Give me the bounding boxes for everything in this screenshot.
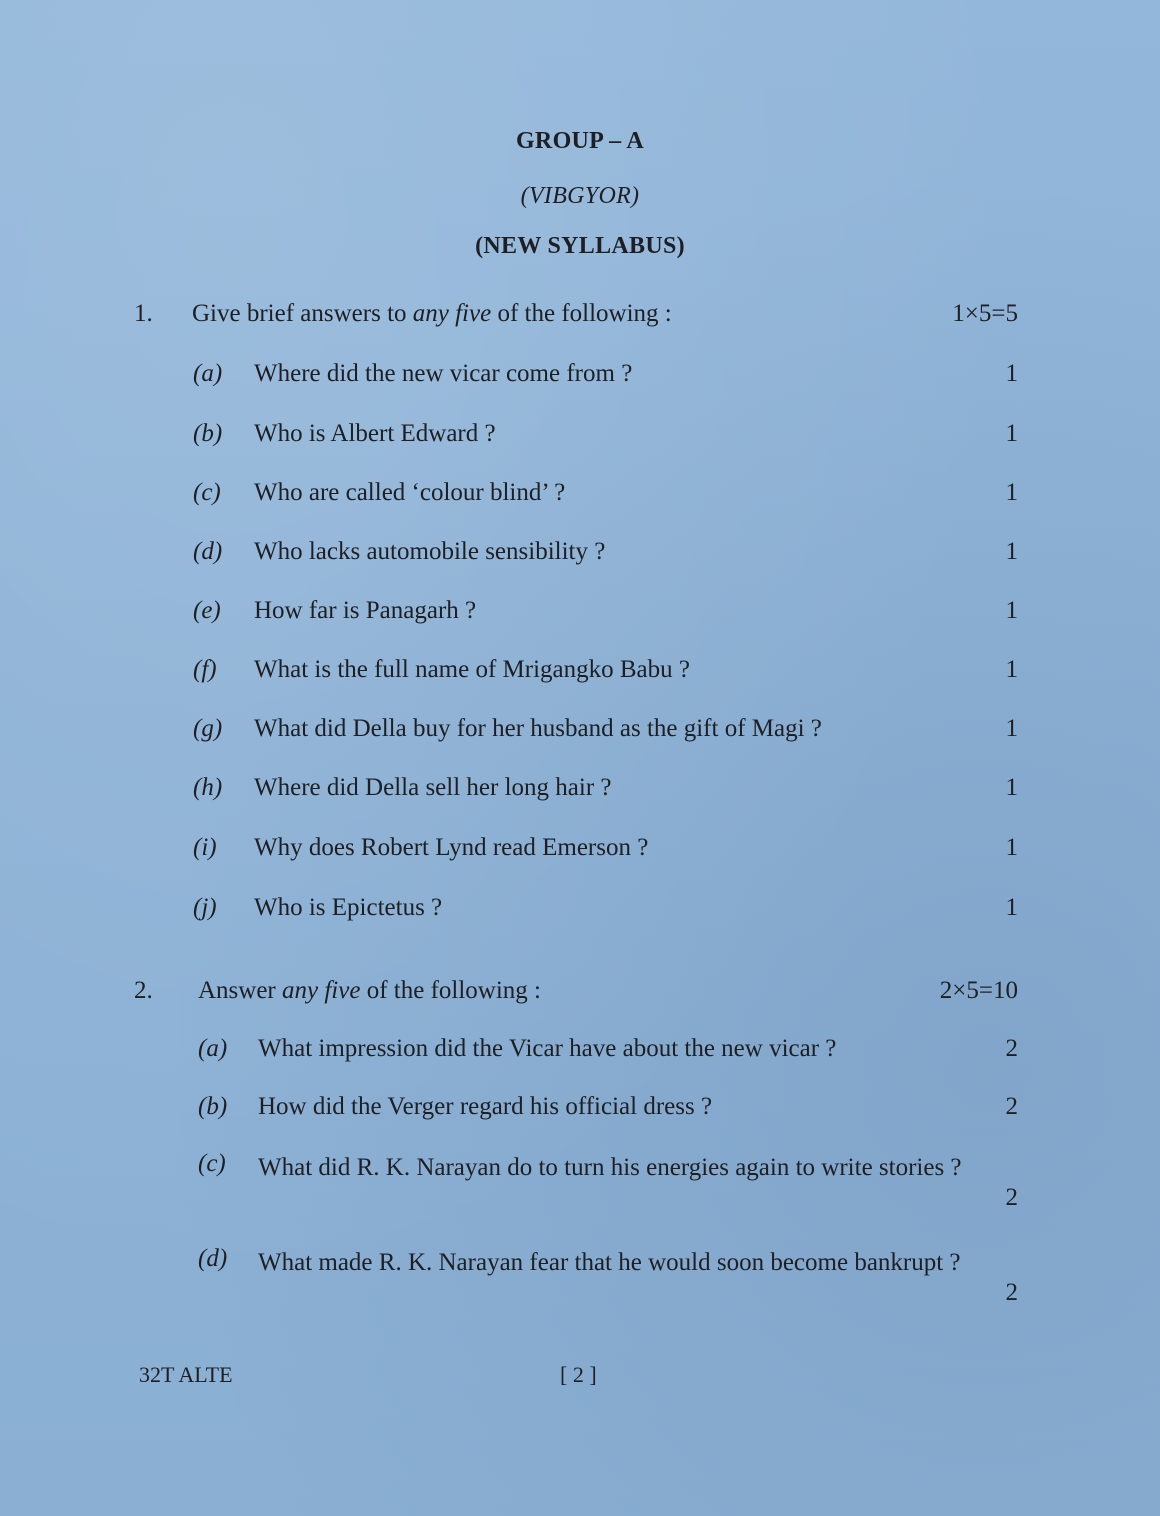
question-marks: 2×5=10	[939, 977, 1018, 1004]
page-number: [ 2 ]	[560, 1362, 597, 1387]
instruction-prefix: Answer	[198, 977, 283, 1004]
question-marks: 1×5=5	[952, 300, 1018, 327]
item-text: What did Della buy for her husband as the gift of Magi ?	[254, 715, 822, 742]
item-marks: 1	[1005, 715, 1018, 742]
question-2-header	[0, 977, 1160, 1017]
item-text: What impression did the Vicar have about the new vicar ?	[258, 1035, 837, 1062]
question-number: 2.	[134, 977, 153, 1004]
item-text: What is the full name of Mrigangko Babu ?	[254, 656, 690, 683]
item-marks: 1	[1005, 774, 1018, 801]
instruction-suffix: of the following :	[491, 300, 672, 327]
group-heading: GROUP – A	[515, 128, 645, 154]
item-label: (e)	[193, 597, 221, 624]
question-instruction	[198, 977, 541, 1005]
item-marks: 1	[1005, 479, 1018, 506]
item-label: (d)	[193, 538, 223, 565]
item-label: (j)	[193, 894, 217, 921]
book-title: (VIBGYOR)	[520, 183, 640, 209]
question-instruction	[192, 300, 672, 328]
item-label: (h)	[193, 774, 223, 801]
item-label: (i)	[193, 834, 217, 861]
item-label: (b)	[198, 1093, 228, 1120]
question-number: 1.	[134, 300, 153, 327]
paper-code: 32T ALTE	[139, 1362, 233, 1387]
item-label: (g)	[193, 715, 223, 742]
item-text: Why does Robert Lynd read Emerson ?	[254, 834, 649, 861]
item-label: (a)	[193, 360, 223, 387]
syllabus-heading: (NEW SYLLABUS)	[475, 233, 685, 259]
instruction-suffix: of the following :	[360, 977, 541, 1004]
item-marks: 1	[1005, 538, 1018, 565]
item-marks: 2	[1005, 1279, 1018, 1306]
item-marks: 2	[1005, 1035, 1018, 1062]
item-marks: 1	[1005, 360, 1018, 387]
item-marks: 2	[1005, 1184, 1018, 1211]
item-marks: 1	[1005, 894, 1018, 921]
item-marks: 1	[1005, 597, 1018, 624]
item-label: (c)	[198, 1150, 226, 1177]
item-marks: 2	[1005, 1093, 1018, 1120]
item-marks: 1	[1005, 420, 1018, 447]
item-text: What made R. K. Narayan fear that he would soon become bankrupt ?	[258, 1249, 961, 1276]
item-label: (c)	[193, 479, 221, 506]
item-text: Who is Epictetus ?	[254, 894, 443, 921]
item-text: What did R. K. Narayan do to turn his energies again to write stories ?	[258, 1154, 962, 1181]
item-text: Who lacks automobile sensibility ?	[254, 538, 606, 565]
item-text: Who is Albert Edward ?	[254, 420, 496, 447]
item-label: (f)	[193, 656, 217, 683]
item-text: Where did the new vicar come from ?	[254, 360, 633, 387]
instruction-emphasis: any five	[282, 977, 361, 1004]
instruction-emphasis: any five	[412, 300, 492, 327]
item-marks: 1	[1005, 834, 1018, 861]
instruction-prefix: Give brief answers to	[192, 300, 413, 327]
question-1-header	[0, 300, 1160, 340]
item-text: How did the Verger regard his official dress ?	[258, 1093, 713, 1120]
item-marks: 1	[1005, 656, 1018, 683]
item-label: (a)	[198, 1035, 228, 1062]
item-text: Where did Della sell her long hair ?	[254, 774, 612, 801]
item-text: How far is Panagarh ?	[254, 597, 477, 624]
item-label: (d)	[198, 1245, 228, 1272]
item-text: Who are called ‘colour blind’ ?	[254, 479, 566, 506]
item-label: (b)	[193, 420, 223, 447]
